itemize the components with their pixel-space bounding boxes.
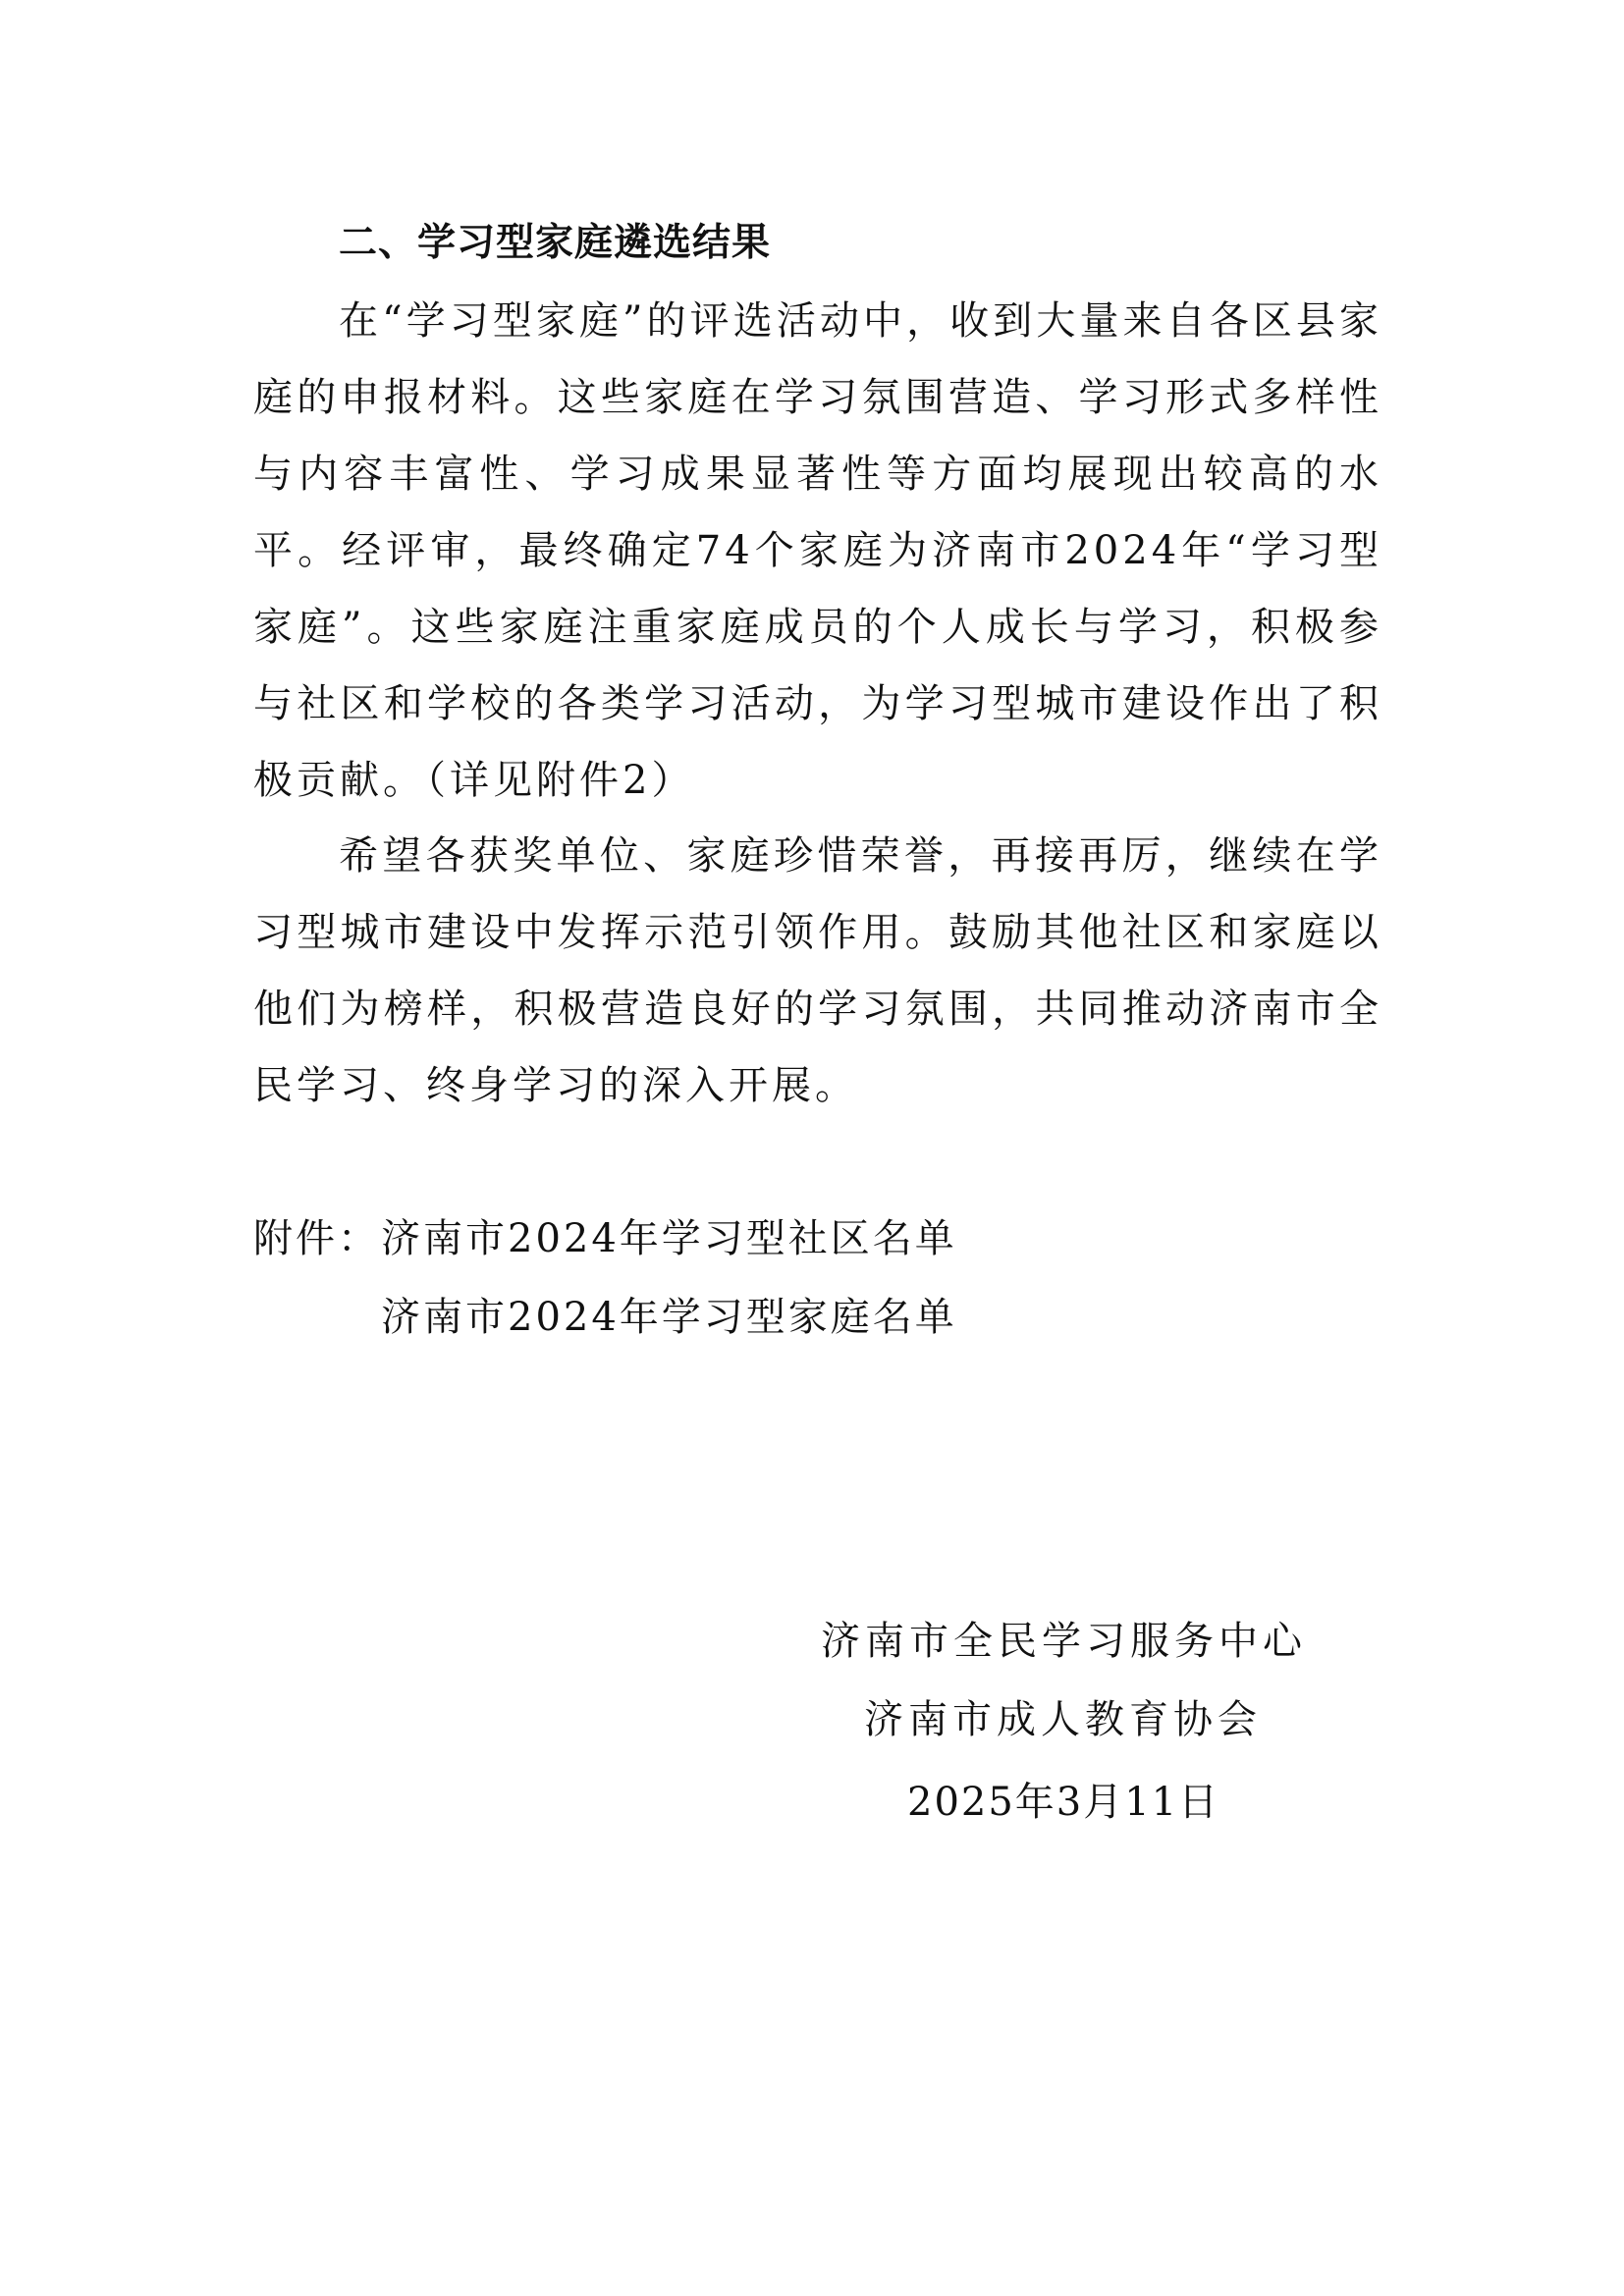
attachments-label: 附件： [253, 1216, 380, 1261]
signature-date: 2025年3月11日 [907, 1780, 1220, 1825]
paragraph-encouragement: 希望各获奖单位、家庭珍惜荣誉，再接再厉，继续在学习型城市建设中发挥示范引领作用。鼓励其他社区和家庭以他们为榜样，积极营造良好的学习氛围，共同推动济南市全民学习、终身学习的深入开展。 [253, 833, 1382, 1108]
paragraph-results: 在“学习型家庭”的评选活动中，收到大量来自各区县家庭的申报材料。这些家庭在学习氛围营造、学习形式多样性与内容丰富性、学习成果显著性等方面均展现出较高的水平。经评审，最终确定74个家庭为济南市2024年“学习型家庭”。这些家庭注重家庭成员的个人成长与学习，积极参与社区和学校的各类学习活动，为学习型城市建设作出了积极贡献。（详见附件2） [253, 298, 1382, 803]
attachment-item-family: 济南市2024年学习型家庭名单 [381, 1295, 957, 1340]
signature-org-adult-education: 济南市成人教育协会 [864, 1697, 1262, 1742]
signature-org-learning-center: 济南市全民学习服务中心 [821, 1619, 1307, 1664]
section-heading: 二、学习型家庭遴选结果 [339, 221, 772, 265]
attachment-item-community: 济南市2024年学习型社区名单 [381, 1216, 957, 1261]
